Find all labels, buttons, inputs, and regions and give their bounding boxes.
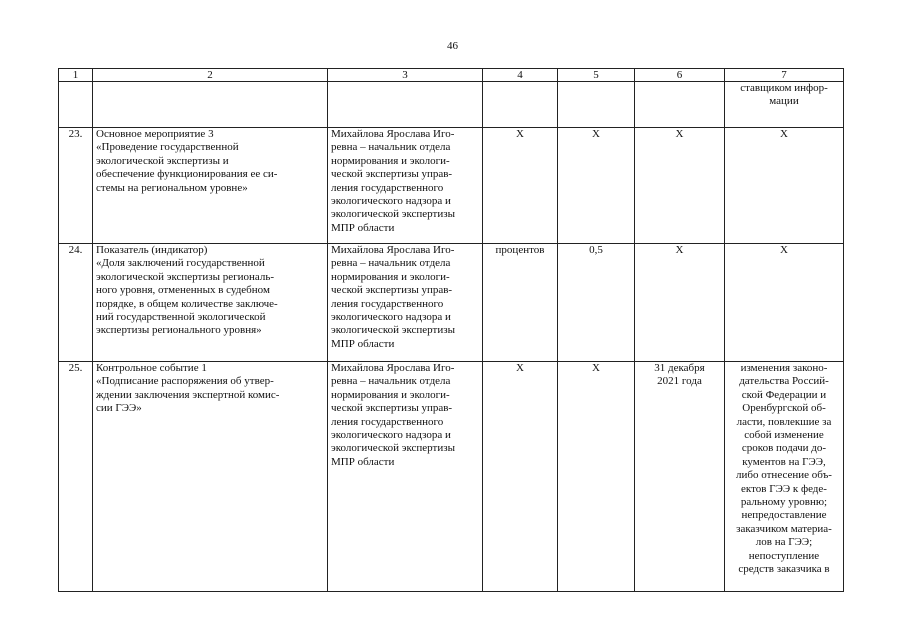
unit: Х: [483, 128, 558, 244]
responsible-person: Михайлова Ярослава Иго- ревна – начальник отдела нормирования и экологи- ческой экспертизы управ- ления государственного экологического надзора и экологической экспертизы МПР области: [328, 362, 483, 592]
measures-table: [58, 68, 844, 592]
responsible-person: Михайлова Ярослава Иго- ревна – начальник отдела нормирования и экологи- ческой экспертизы управ- ления государственного экологического надзора и экологической экспертизы МПР области: [328, 128, 483, 244]
header-cell: 1: [59, 69, 93, 82]
header-cell: 3: [328, 69, 483, 82]
row-number: 24.: [59, 244, 93, 362]
page-number: 46: [447, 40, 458, 52]
unit: Х: [483, 362, 558, 592]
header-cell: 4: [483, 69, 558, 82]
value: Х: [558, 128, 635, 244]
header-row: [59, 69, 844, 82]
header-cell: 6: [635, 69, 725, 82]
unit: [483, 82, 558, 128]
table-row: [59, 82, 844, 128]
table-row: [59, 128, 844, 244]
table-row: [59, 244, 844, 362]
deadline: Х: [635, 244, 725, 362]
note: Х: [725, 128, 844, 244]
value: 0,5: [558, 244, 635, 362]
note: изменения законо- дательства Россий- ской Федерации и Оренбургской об- ласти, повлекшие за собой изменение сроков подачи до- кументов на ГЭЭ, либо отнесение объ- ектов ГЭЭ к феде- ральному уровню; непредоставление заказчиком материа- лов на ГЭЭ; непоступление средств заказчика в: [725, 362, 844, 592]
deadline: Х: [635, 128, 725, 244]
measure-name: Показатель (индикатор) «Доля заключений государственной экологической экспертизы региональ- ного уровня, отмененных в судебном порядке, в общем количестве заключе- ний государственной экологической экспертизы регионального уровня»: [93, 244, 328, 362]
note: ставщиком инфор- мации: [725, 82, 844, 128]
table-row: [59, 362, 844, 592]
responsible-person: Михайлова Ярослава Иго- ревна – начальник отдела нормирования и экологи- ческой экспертизы управ- ления государственного экологического надзора и экологической экспертизы МПР области: [328, 244, 483, 362]
deadline: [635, 82, 725, 128]
deadline: 31 декабря 2021 года: [635, 362, 725, 592]
measure-name: [93, 82, 328, 128]
unit: процентов: [483, 244, 558, 362]
row-number: [59, 82, 93, 128]
measure-name: Контрольное событие 1 «Подписание распоряжения об утвер- ждении заключения экспертной комис- сии ГЭЭ»: [93, 362, 328, 592]
header-cell: 7: [725, 69, 844, 82]
measure-name: Основное мероприятие 3 «Проведение государственной экологической экспертизы и обеспечение функционирования ее си- стемы на региональном уровне»: [93, 128, 328, 244]
row-number: 23.: [59, 128, 93, 244]
row-number: 25.: [59, 362, 93, 592]
header-cell: 2: [93, 69, 328, 82]
header-cell: 5: [558, 69, 635, 82]
responsible-person: [328, 82, 483, 128]
value: Х: [558, 362, 635, 592]
note: Х: [725, 244, 844, 362]
value: [558, 82, 635, 128]
